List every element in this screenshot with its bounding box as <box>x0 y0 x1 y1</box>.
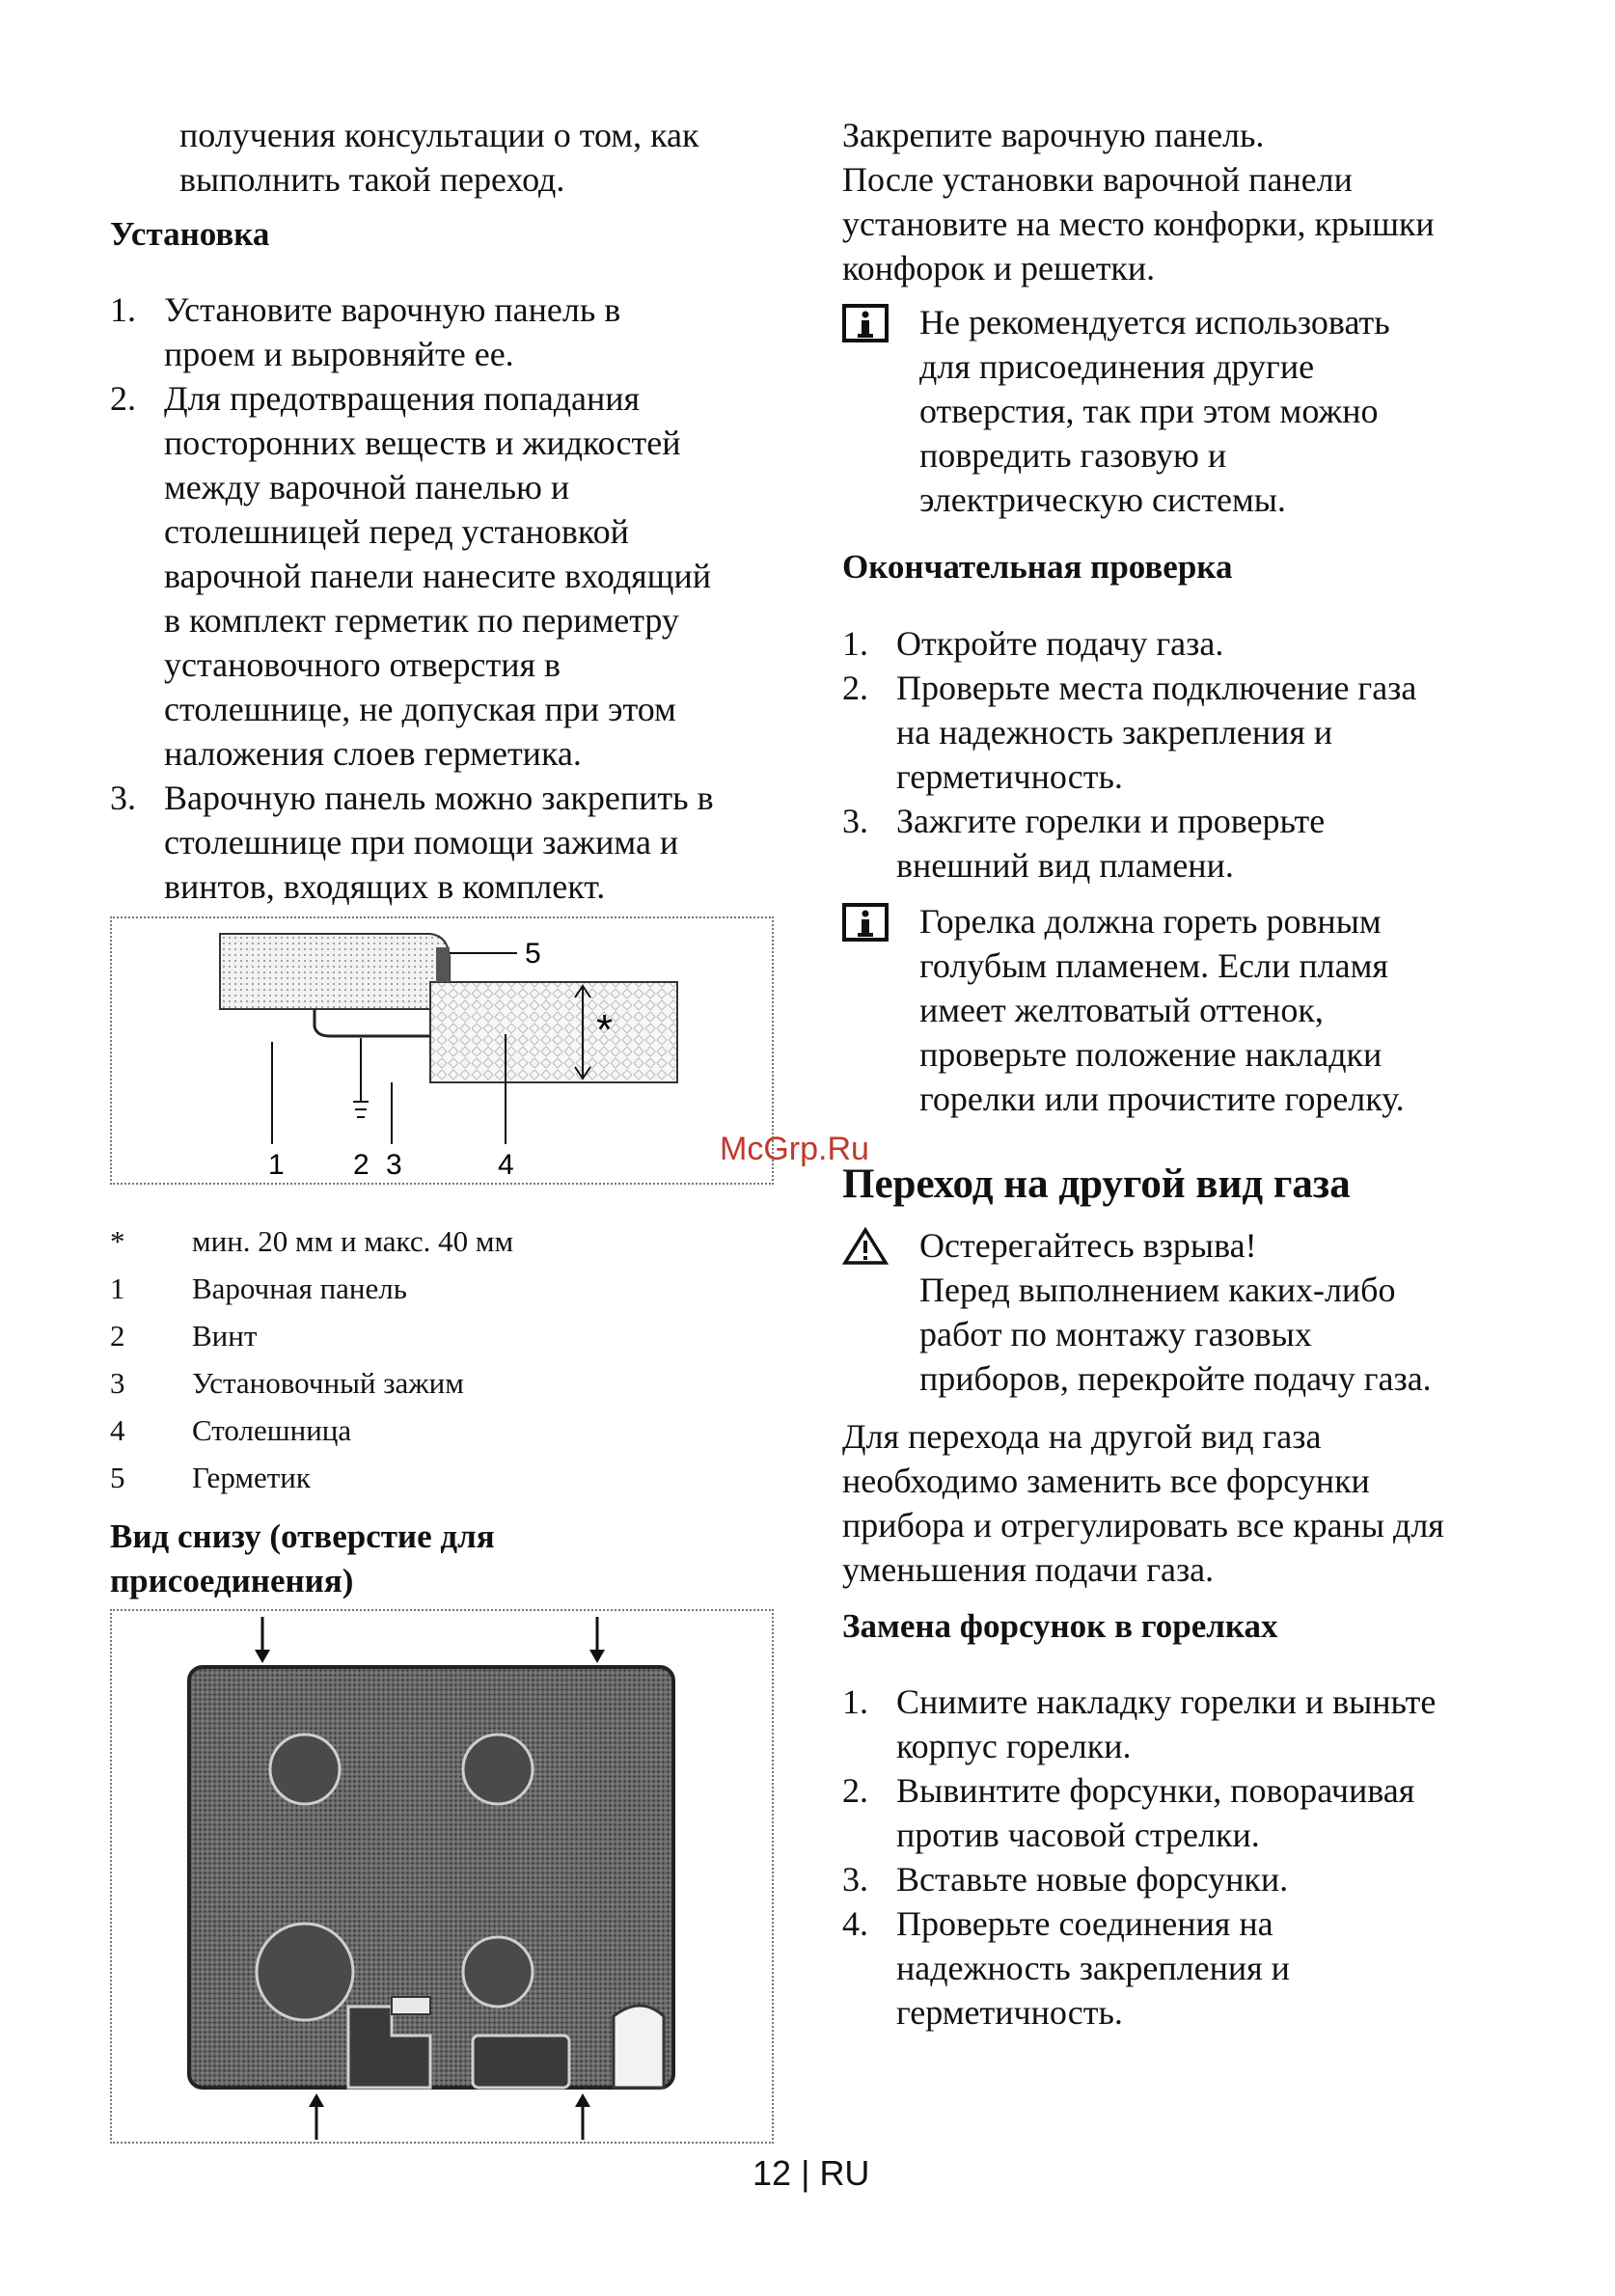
legend-value: Винт <box>192 1319 258 1353</box>
list-item-line: Для предотвращения попадания <box>164 379 641 418</box>
list-item-line: установочного отверстия в <box>164 645 561 684</box>
list-item <box>842 1857 1537 1901</box>
warning-triangle-icon <box>842 1223 919 1401</box>
list-item-number: 3. <box>110 779 136 817</box>
warning-text <box>919 1223 1432 1401</box>
list-item-line: Откройте подачу газа. <box>896 624 1224 663</box>
list-item <box>110 376 805 776</box>
burner-rear-right <box>463 1735 533 1804</box>
list-item-line: Проверьте соединения на <box>896 1904 1273 1943</box>
legend-row <box>110 1265 727 1312</box>
bottom-view-heading-line: присоединения) <box>110 1562 354 1599</box>
bottom-view-heading-line: Вид снизу (отверстие для <box>110 1517 495 1555</box>
list-item-text <box>896 666 1416 799</box>
info-icon <box>842 899 919 1121</box>
note-line: горелки или прочистите горелку. <box>919 1080 1405 1118</box>
info-icon <box>842 300 919 522</box>
legend-key: 1 <box>110 1271 125 1305</box>
note-line: для присоединения другие <box>919 347 1315 386</box>
fix-text-line: установите на место конфорки, крышки <box>842 205 1435 243</box>
note-line: Не рекомендуется использовать <box>919 303 1390 342</box>
legend-key: * <box>110 1224 125 1258</box>
final-check-heading: Окончательная проверка <box>842 548 1233 586</box>
label-star: * <box>596 1006 614 1053</box>
list-item-line: Вывинтите форсунки, поворачивая <box>896 1771 1415 1810</box>
intro-continuation <box>179 113 797 202</box>
list-item <box>842 621 1537 666</box>
note-line: электрическую системы. <box>919 480 1286 519</box>
list-item-number: 2. <box>842 1771 868 1810</box>
label-1: 1 <box>268 1149 285 1181</box>
label-3: 3 <box>386 1149 402 1181</box>
legend-key: 2 <box>110 1319 125 1353</box>
list-item-line: наложения слоев герметика. <box>164 734 582 773</box>
list-item-line: проем и выровняйте ее. <box>164 335 514 373</box>
hob-body <box>189 1667 673 2088</box>
list-item-number: 1. <box>842 1682 868 1721</box>
burner-front-right <box>463 1937 533 2007</box>
watermark: McGrp.Ru <box>720 1131 869 1167</box>
installation-cross-section-figure <box>110 916 774 1185</box>
nozzle-steps-list <box>842 1680 1537 2035</box>
list-item-line: надежность закрепления и <box>896 1949 1290 1987</box>
page-number: 12 <box>753 2153 792 2193</box>
list-item-number: 2. <box>842 669 868 707</box>
list-item-line: варочной панели нанесите входящий <box>164 557 711 595</box>
legend-value: Установочный зажим <box>192 1366 464 1400</box>
legend-value: мин. 20 мм и макс. 40 мм <box>192 1224 514 1258</box>
list-item-text <box>896 621 1223 666</box>
list-item-line: на надежность закрепления и <box>896 713 1333 752</box>
list-item-text <box>164 287 620 376</box>
gas-text-line: Для перехода на другой вид газа <box>842 1417 1322 1456</box>
hob-bottom-view-diagram <box>112 1611 772 2142</box>
fix-panel-text <box>842 113 1537 290</box>
label-2: 2 <box>353 1149 370 1181</box>
list-item-line: Проверьте места подключение газа <box>896 669 1417 707</box>
figure-legend <box>110 1217 727 1501</box>
install-steps-list <box>110 287 805 909</box>
warning-line: работ по монтажу газовых <box>919 1315 1312 1353</box>
list-item <box>842 1768 1537 1857</box>
explosion-warning <box>842 1223 1537 1401</box>
note-line: проверьте положение накладки <box>919 1035 1382 1074</box>
list-item-text <box>896 1901 1290 2035</box>
list-item-line: столешницей перед установкой <box>164 512 629 551</box>
list-item-text <box>896 1768 1414 1857</box>
legend-row <box>110 1312 727 1359</box>
legend-key: 5 <box>110 1461 125 1494</box>
gas-change-text <box>842 1414 1537 1592</box>
page-footer <box>753 2153 869 2194</box>
list-item <box>842 666 1537 799</box>
list-item-line: Варочную панель можно закрепить в <box>164 779 714 817</box>
footer-separator: | <box>801 2153 810 2193</box>
list-item <box>842 1680 1537 1768</box>
nozzle-replace-heading: Замена форсунок в горелках <box>842 1607 1278 1645</box>
warning-line: Перед выполнением каких-либо <box>919 1271 1396 1309</box>
legend-value: Столешница <box>192 1413 352 1447</box>
info-note-2 <box>842 899 1537 1121</box>
list-item-number: 4. <box>842 1904 868 1943</box>
gas-change-heading: Переход на другой вид газа <box>842 1162 1351 1207</box>
intro-line: получения консультации о том, как <box>179 116 699 154</box>
info-note-1-text <box>919 300 1390 522</box>
list-item-number: 2. <box>110 379 136 418</box>
legend-row <box>110 1407 727 1454</box>
warning-line: Остерегайтесь взрыва! <box>919 1226 1257 1265</box>
list-item <box>842 1901 1537 2035</box>
list-item-line: Вставьте новые форсунки. <box>896 1860 1289 1899</box>
label-4: 4 <box>498 1149 514 1181</box>
list-item-text <box>164 376 711 776</box>
list-item-line: внешний вид пламени. <box>896 846 1234 885</box>
legend-value: Варочная панель <box>192 1271 407 1305</box>
hob-shape <box>220 934 450 1009</box>
intro-line: выполнить такой переход. <box>179 160 565 199</box>
countertop-shape <box>430 982 677 1082</box>
list-item-number: 3. <box>842 802 868 840</box>
install-heading: Установка <box>110 215 270 253</box>
list-item-line: столешнице при помощи зажима и <box>164 823 679 861</box>
list-item <box>110 287 805 376</box>
list-item-line: посторонних веществ и жидкостей <box>164 424 681 462</box>
list-item-line: против часовой стрелки. <box>896 1816 1260 1854</box>
gas-text-line: уменьшения подачи газа. <box>842 1550 1215 1589</box>
list-item-line: между варочной панелью и <box>164 468 570 506</box>
list-item-text <box>896 1680 1436 1768</box>
list-item <box>110 776 805 909</box>
gas-text-line: необходимо заменить все форсунки <box>842 1462 1370 1500</box>
bottom-view-heading <box>110 1515 785 1603</box>
gas-text-line: прибора и отрегулировать все краны для <box>842 1506 1444 1544</box>
legend-row <box>110 1359 727 1407</box>
list-item-text <box>164 776 714 909</box>
note-line: имеет желтоватый оттенок, <box>919 991 1324 1029</box>
list-item-line: столешнице, не допуская при этом <box>164 690 676 728</box>
list-item-line: герметичность. <box>896 1993 1123 2032</box>
fix-text-line: конфорок и решетки. <box>842 249 1156 287</box>
cross-section-diagram <box>112 918 772 1183</box>
fix-text-line: Закрепите варочную панель. <box>842 116 1265 154</box>
list-item-line: Снимите накладку горелки и выньте <box>896 1682 1437 1721</box>
list-item-line: корпус горелки. <box>896 1727 1132 1765</box>
label-5: 5 <box>525 938 541 970</box>
info-note-2-text <box>919 899 1405 1121</box>
bottom-view-figure <box>110 1609 774 2144</box>
list-item-line: Зажгите горелки и проверьте <box>896 802 1326 840</box>
legend-key: 3 <box>110 1366 125 1400</box>
burner-front-left <box>257 1924 353 2020</box>
legend-key: 4 <box>110 1413 125 1447</box>
note-line: Горелка должна гореть ровным <box>919 902 1382 941</box>
note-line: отверстия, так при этом можно <box>919 392 1379 430</box>
list-item-number: 1. <box>110 290 136 329</box>
warning-line: приборов, перекройте подачу газа. <box>919 1359 1432 1398</box>
list-item-line: Установите варочную панель в <box>164 290 621 329</box>
final-check-steps-list <box>842 621 1537 888</box>
list-item-line: винтов, входящих в комплект. <box>164 867 606 906</box>
sealant-shape <box>436 947 450 982</box>
language-code: RU <box>819 2153 870 2193</box>
list-item <box>842 799 1537 888</box>
legend-value: Герметик <box>192 1461 311 1494</box>
legend-row <box>110 1217 727 1265</box>
list-item-number: 3. <box>842 1860 868 1899</box>
list-item-number: 1. <box>842 624 868 663</box>
list-item-line: в комплект герметик по периметру <box>164 601 679 640</box>
list-item-text <box>896 1857 1288 1901</box>
list-item-line: герметичность. <box>896 757 1123 796</box>
fix-text-line: После установки варочной панели <box>842 160 1353 199</box>
note-line: повредить газовую и <box>919 436 1227 475</box>
list-item-text <box>896 799 1325 888</box>
note-line: голубым пламенем. Если пламя <box>919 946 1388 985</box>
legend-row <box>110 1454 727 1501</box>
burner-rear-left <box>270 1735 340 1804</box>
info-note-1 <box>842 300 1537 522</box>
